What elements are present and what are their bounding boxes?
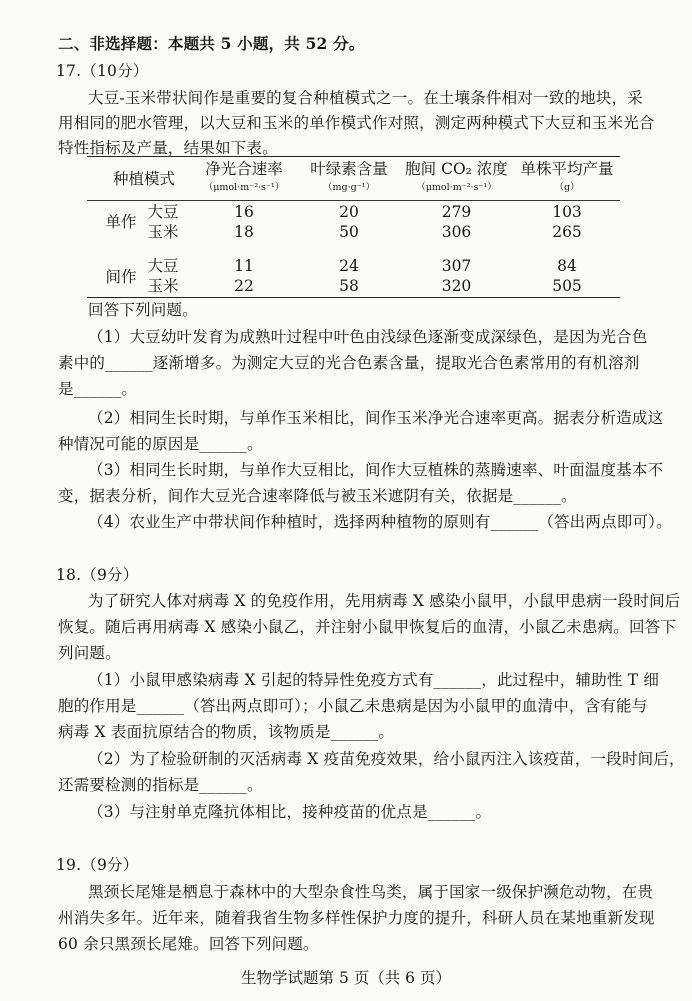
table-cell: 22 (234, 277, 254, 295)
q18-intro-line: 列问题。 (58, 644, 121, 662)
table-crop-label: 大豆 (147, 257, 179, 275)
q19-intro-line: 60 余只黑颈长尾雉。回答下列问题。 (58, 935, 319, 953)
table-crop-label: 玉米 (147, 223, 179, 241)
table-cell: 20 (339, 203, 359, 221)
table-header-col: 胞间 CO₂ 浓度 (405, 160, 508, 178)
q17-sub-line: 变，据表分析，间作大豆光合速率降低与被玉米遮阴有关，依据是______。 (58, 487, 577, 505)
table-header-col: 单株平均产量 (520, 160, 614, 178)
table-mode-label: 单作 (105, 213, 137, 231)
table-header-unit: （μmol·m⁻²·s⁻¹） (416, 182, 497, 193)
q17-sub-line: 种情况可能的原因是______。 (58, 435, 263, 453)
table-crop-label: 玉米 (147, 277, 179, 295)
q17-sub-line: （1）大豆幼叶发育为成熟叶过程中叶色由浅绿色逐渐变成深绿色，是因为光合色 (88, 328, 648, 346)
q18-intro-line: 为了研究人体对病毒 X 的免疫作用，先用病毒 X 感染小鼠甲，小鼠甲患病一段时间后 (88, 592, 681, 610)
table-header-col: 净光合速率 (205, 160, 283, 178)
q17-sub-line: （2）相同生长时期，与单作玉米相比，间作玉米净光合速率更高。据表分析造成这 (88, 409, 664, 427)
table-cell: 279 (441, 203, 472, 221)
table-cell: 265 (552, 223, 582, 241)
page-footer: 生物学试题第 5 页（共 6 页） (241, 969, 451, 987)
table-mode-label: 间作 (105, 268, 137, 286)
q17-sub-line: 是______。 (58, 380, 138, 398)
table-cell: 58 (339, 277, 359, 295)
q18-header: 18.（9分） (56, 566, 139, 584)
q17-sub-line: （4）农业生产中带状间作种植时，选择两种植物的原则有______（答出两点即可）。 (88, 513, 672, 531)
q18-sub-line: （2）为了检验研制的灭活病毒 X 疫苗免疫效果，给小鼠丙注入该疫苗，一段时间后， (88, 750, 685, 768)
table-header-col: 叶绿素含量 (310, 160, 388, 178)
q18-sub-line: 还需要检测的指标是______。 (58, 776, 263, 794)
table-cell: 18 (234, 223, 254, 241)
table-cell: 24 (339, 257, 359, 275)
q18-sub-line: （1）小鼠甲感染病毒 X 引起的特异性免疫方式有______，此过程中，辅助性 T 细 (88, 671, 660, 689)
table-header-unit: （g） (554, 182, 580, 193)
q19-header: 19.（9分） (56, 856, 139, 874)
table-header-mode: 种植模式 (112, 170, 175, 188)
table-cell: 50 (339, 223, 359, 241)
q18-sub-line: 病毒 X 表面抗原结合的物质，该物质是______。 (58, 723, 395, 741)
q17-intro-line: 用相同的肥水管理，以大豆和玉米的单作模式作对照，测定两种模式下大豆和玉米光合 (58, 114, 655, 132)
table-cell: 84 (557, 257, 577, 275)
section-heading: 二、非选择题：本题共 5 小题，共 52 分。 (58, 34, 365, 53)
table-cell: 103 (552, 203, 582, 221)
answer-prompt: 回答下列问题。 (88, 301, 198, 319)
table-header-unit: （mg·g⁻¹） (322, 182, 375, 193)
data-table (87, 156, 620, 298)
table-cell: 505 (552, 277, 582, 295)
table-cell: 306 (441, 223, 472, 241)
table-crop-label: 大豆 (147, 203, 179, 221)
table-cell: 307 (441, 257, 472, 275)
q17-sub-line: 素中的______逐渐增多。为测定大豆的光合色素含量，提取光合色素常用的有机溶剂 (58, 354, 640, 372)
q17-sub-line: （3）相同生长时期，与单作大豆相比，间作大豆植株的蒸腾速率、叶面温度基本不 (88, 461, 664, 479)
table-cell: 16 (234, 203, 254, 221)
q17-header: 17.（10分） (56, 62, 149, 80)
table-cell: 320 (441, 277, 472, 295)
q19-intro-line: 州消失多年。近年来，随着我省生物多样性保护力度的提升，科研人员在某地重新发现 (58, 909, 655, 927)
q18-sub-line: 胞的作用是______（答出两点即可）；小鼠乙未患病是因为小鼠甲的血清中，含有能与 (58, 697, 648, 715)
table-cell: 11 (234, 257, 254, 275)
q19-intro-line: 黑颈长尾雉是栖息于森林中的大型杂食性鸟类，属于国家一级保护濒危动物，在贵 (88, 883, 654, 901)
q18-intro-line: 恢复。随后再用病毒 X 感染小鼠乙，并注射小鼠甲恢复后的血清，小鼠乙未患病。回答下 (58, 618, 677, 636)
table-header-unit: （μmol·m⁻²·s⁻¹） (203, 182, 285, 193)
table-divider (87, 200, 620, 201)
q17-intro-line: 大豆-玉米带状间作是重要的复合种植模式之一。在土壤条件相对一致的地块，采 (88, 89, 643, 107)
q17-intro-line: 特性指标及产量，结果如下表。 (58, 139, 278, 157)
q18-sub-line: （3）与注射单克隆抗体相比，接种疫苗的优点是______。 (88, 803, 492, 821)
